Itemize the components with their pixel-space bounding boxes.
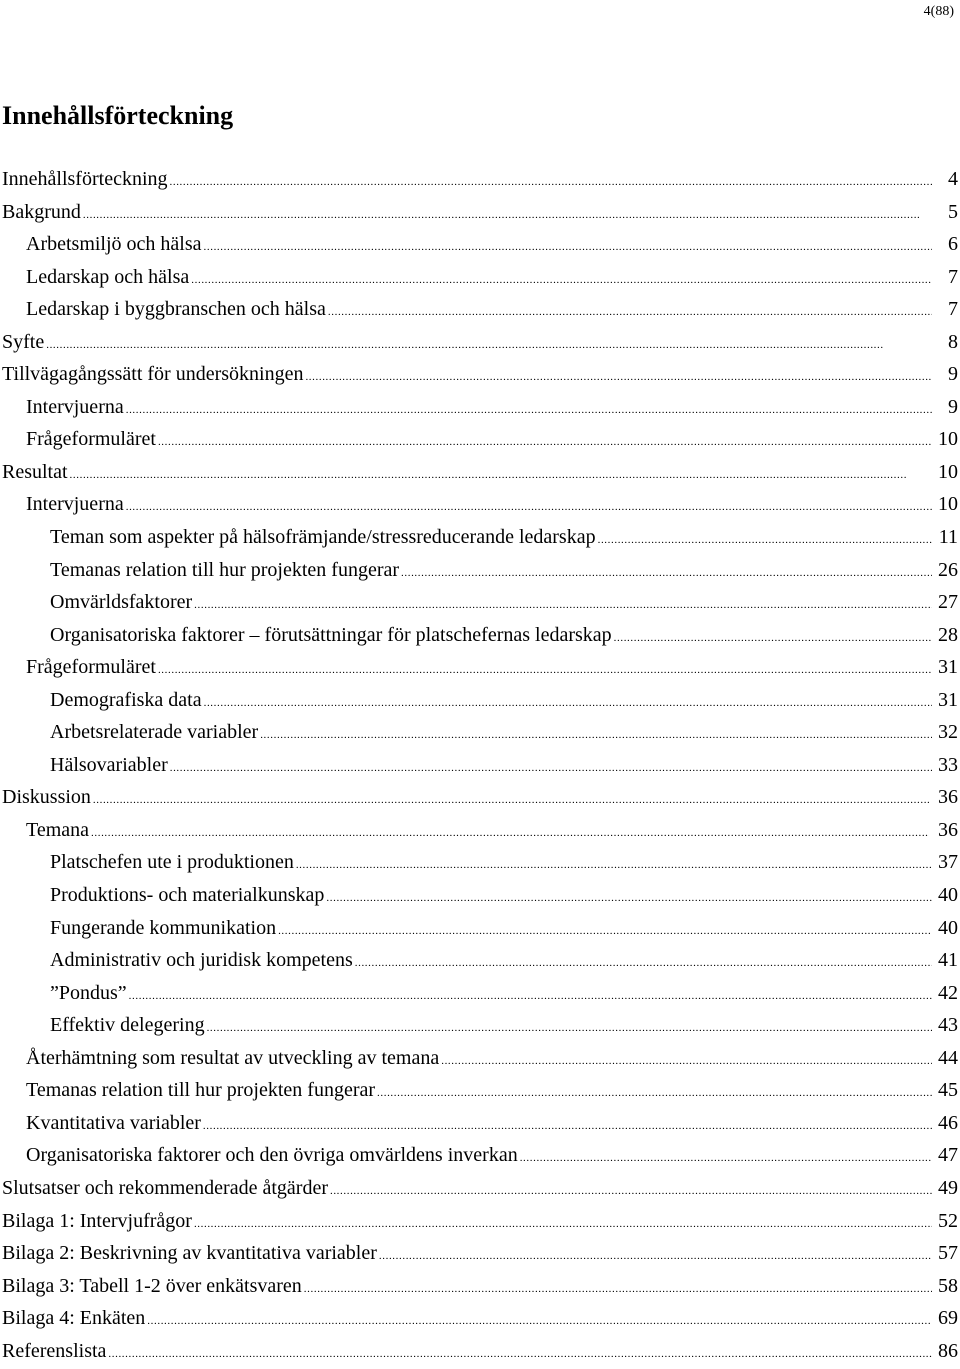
toc-dot-leader xyxy=(296,855,932,875)
toc-entry-page: 42 xyxy=(938,981,958,1004)
toc-entry[interactable] xyxy=(0,749,958,782)
toc-entry-label: Temanas relation till hur projekten fungerar xyxy=(26,1079,376,1102)
toc-entry[interactable] xyxy=(0,586,958,619)
toc-entry[interactable] xyxy=(0,456,958,489)
toc-entry-label: Intervjuerna xyxy=(26,493,124,516)
toc-entry-page: 45 xyxy=(938,1079,958,1102)
toc-entry-page: 41 xyxy=(938,949,958,972)
toc-entry[interactable] xyxy=(0,781,958,814)
toc-entry-label: Platschefen ute i produktionen xyxy=(50,851,294,874)
toc-dot-leader xyxy=(401,563,932,583)
toc-entry[interactable] xyxy=(0,261,958,294)
toc-entry-label: Administrativ och juridisk kompetens xyxy=(50,949,353,972)
toc-entry-page: 47 xyxy=(938,1144,958,1167)
toc-entry-label: ”Pondus” xyxy=(50,981,127,1004)
toc-dot-leader xyxy=(93,790,932,810)
toc-dot-leader xyxy=(170,172,933,192)
toc-dot-leader xyxy=(194,1214,932,1234)
toc-dot-leader xyxy=(204,693,932,713)
toc-entry-label: Temana xyxy=(26,818,90,841)
toc-dot-leader xyxy=(170,758,932,778)
toc-entry[interactable] xyxy=(0,196,958,229)
toc-dot-leader xyxy=(598,530,932,550)
toc-entry-label: Demografiska data xyxy=(50,688,202,711)
toc-dot-leader xyxy=(278,921,932,941)
toc-entry-page: 10 xyxy=(938,493,958,516)
toc-dot-leader xyxy=(326,888,932,908)
toc-dot-leader xyxy=(126,497,932,517)
toc-entry[interactable] xyxy=(0,1074,958,1107)
toc-dot-leader xyxy=(191,270,932,290)
toc-entry[interactable] xyxy=(0,488,958,521)
toc-entry[interactable] xyxy=(0,1237,958,1270)
toc-dot-leader xyxy=(46,335,932,355)
toc-dot-leader xyxy=(260,725,932,745)
toc-entry[interactable] xyxy=(0,1009,958,1042)
toc-entry-page: 52 xyxy=(938,1209,958,1232)
toc-entry-label: Resultat xyxy=(2,460,68,483)
toc-entry[interactable] xyxy=(0,879,958,912)
toc-entry[interactable] xyxy=(0,619,958,652)
toc-dot-leader xyxy=(207,1018,932,1038)
toc-entry-label: Bilaga 3: Tabell 1-2 över enkätsvaren xyxy=(2,1274,302,1297)
toc-entry-page: 31 xyxy=(938,688,958,711)
toc-entry-label: Omvärldsfaktorer xyxy=(50,591,193,614)
toc-entry-page: 36 xyxy=(938,786,958,809)
toc-entry-page: 9 xyxy=(948,395,958,418)
toc-entry-page: 49 xyxy=(938,1176,958,1199)
toc-entry-page: 27 xyxy=(938,591,958,614)
toc-entry-page: 4 xyxy=(948,168,958,190)
toc-entry-page: 69 xyxy=(938,1307,958,1330)
toc-dot-leader xyxy=(147,1311,932,1331)
toc-entry[interactable] xyxy=(0,163,958,196)
toc-entry-page: 86 xyxy=(938,1339,958,1362)
toc-entry-label: Organisatoriska faktorer och den övriga omvärldens inverkan xyxy=(26,1144,518,1167)
toc-entry-label: Frågeformuläret xyxy=(26,656,156,679)
toc-dot-leader xyxy=(377,1083,932,1103)
toc-dot-leader xyxy=(355,953,932,973)
toc-dot-leader xyxy=(330,1181,932,1201)
toc-entry-page: 7 xyxy=(948,265,958,288)
toc-entry-page: 36 xyxy=(938,818,958,841)
toc-entry-page: 11 xyxy=(938,526,958,549)
toc-entry-label: Bilaga 2: Beskrivning av kvantitativa variabler xyxy=(2,1242,377,1265)
toc-entry[interactable] xyxy=(0,1205,958,1238)
toc-dot-leader xyxy=(204,237,932,257)
toc-entry-label: Effektiv delegering xyxy=(50,1014,205,1037)
toc-entry-label: Tillvägagångssätt för undersökningen xyxy=(2,363,304,386)
toc-entry-label: Diskussion xyxy=(2,786,91,809)
toc-entry-label: Kvantitativa variabler xyxy=(26,1111,201,1134)
toc-entry[interactable] xyxy=(0,1172,958,1205)
toc-entry-page: 8 xyxy=(948,330,958,353)
toc-dot-leader xyxy=(203,1116,932,1136)
page-number: 4(88) xyxy=(923,4,954,19)
toc-dot-leader xyxy=(194,595,932,615)
toc-entry-page: 57 xyxy=(938,1242,958,1265)
toc-entry-page: 10 xyxy=(938,428,958,451)
toc-entry-label: Organisatoriska faktorer – förutsättningar för platschefernas ledarskap xyxy=(50,623,612,646)
toc-entry-label: Arbetsmiljö och hälsa xyxy=(26,233,202,256)
toc-entry[interactable] xyxy=(0,554,958,587)
toc-entry[interactable] xyxy=(0,1270,958,1303)
toc-entry-label: Ledarskap och hälsa xyxy=(26,265,190,288)
toc-entry-page: 44 xyxy=(938,1046,958,1069)
toc-entry-page: 40 xyxy=(938,916,958,939)
toc-entry-label: Arbetsrelaterade variabler xyxy=(50,721,259,744)
toc-entry-label: Ledarskap i byggbranschen och hälsa xyxy=(26,298,326,321)
toc-entry-label: Fungerande kommunikation xyxy=(50,916,277,939)
toc-entry[interactable] xyxy=(0,977,958,1010)
toc-dot-leader xyxy=(126,400,932,420)
toc-dot-leader xyxy=(441,1051,932,1071)
toc-dot-leader xyxy=(305,367,932,387)
toc-entry-page: 26 xyxy=(938,558,958,581)
toc-dot-leader xyxy=(158,660,932,680)
toc-entry[interactable] xyxy=(0,716,958,749)
toc-entry-page: 7 xyxy=(948,298,958,321)
toc-dot-leader xyxy=(129,986,932,1006)
toc-entry[interactable] xyxy=(0,293,958,326)
toc-dot-leader xyxy=(108,1344,932,1364)
toc-entry[interactable] xyxy=(0,423,958,456)
toc-entry[interactable] xyxy=(0,391,958,424)
toc-entry-label: Bilaga 4: Enkäten xyxy=(2,1307,146,1330)
toc-entry-page: 6 xyxy=(948,233,958,256)
toc-entry-page: 5 xyxy=(948,200,958,223)
toc-entry[interactable] xyxy=(0,651,958,684)
toc-entry-page: 32 xyxy=(938,721,958,744)
toc-dot-leader xyxy=(520,1148,932,1168)
toc-entry-label: Temanas relation till hur projekten fungerar xyxy=(50,558,400,581)
toc-entry[interactable] xyxy=(0,521,958,554)
toc-entry-page: 31 xyxy=(938,656,958,679)
toc-entry-page: 58 xyxy=(938,1274,958,1297)
toc-entry-page: 37 xyxy=(938,851,958,874)
toc-entry[interactable] xyxy=(0,684,958,717)
toc-entry[interactable] xyxy=(0,326,958,359)
toc-dot-leader xyxy=(70,465,932,485)
toc-title: Innehållsförteckning xyxy=(2,101,234,130)
toc-entry-label: Innehållsförteckning xyxy=(2,168,168,190)
toc-entry[interactable] xyxy=(0,1335,958,1368)
toc-entry[interactable] xyxy=(0,358,958,391)
toc-entry-label: Produktions- och materialkunskap xyxy=(50,884,325,907)
toc-entry-label: Referenslista xyxy=(2,1339,107,1362)
toc-entry[interactable] xyxy=(0,228,958,261)
toc-entry[interactable] xyxy=(0,912,958,945)
toc-dot-leader xyxy=(83,205,932,225)
toc-entry[interactable] xyxy=(0,1302,958,1335)
toc-entry[interactable] xyxy=(0,1139,958,1172)
toc-entry-label: Intervjuerna xyxy=(26,395,124,418)
toc-entry[interactable] xyxy=(0,944,958,977)
toc-dot-leader xyxy=(328,302,932,322)
toc-entry-page: 28 xyxy=(938,623,958,646)
toc-entry[interactable] xyxy=(0,814,958,847)
toc-entry-page: 40 xyxy=(938,884,958,907)
toc-entry-label: Återhämtning som resultat av utveckling av temana xyxy=(26,1046,440,1069)
toc-entry-page: 10 xyxy=(938,460,958,483)
toc-entry-label: Hälsovariabler xyxy=(50,753,168,776)
toc-entry[interactable] xyxy=(0,846,958,879)
toc-entry-label: Slutsatser och rekommenderade åtgärder xyxy=(2,1176,328,1199)
toc-list xyxy=(0,163,958,1367)
toc-entry-label: Syfte xyxy=(2,330,45,353)
toc-entry[interactable] xyxy=(0,1042,958,1075)
toc-dot-leader xyxy=(614,628,932,648)
toc-entry[interactable] xyxy=(0,1107,958,1140)
toc-entry-label: Bilaga 1: Intervjufrågor xyxy=(2,1209,192,1232)
toc-entry-label: Frågeformuläret xyxy=(26,428,156,451)
toc-entry-page: 46 xyxy=(938,1111,958,1134)
toc-dot-leader xyxy=(91,823,932,843)
toc-entry-page: 43 xyxy=(938,1014,958,1037)
toc-dot-leader xyxy=(304,1279,932,1299)
toc-entry-label: Teman som aspekter på hälsofrämjande/stressreducerande ledarskap xyxy=(50,526,596,549)
toc-dot-leader xyxy=(379,1246,932,1266)
toc-dot-leader xyxy=(158,432,932,452)
toc-entry-label: Bakgrund xyxy=(2,200,81,223)
toc-entry-page: 33 xyxy=(938,753,958,776)
toc-entry-page: 9 xyxy=(948,363,958,386)
